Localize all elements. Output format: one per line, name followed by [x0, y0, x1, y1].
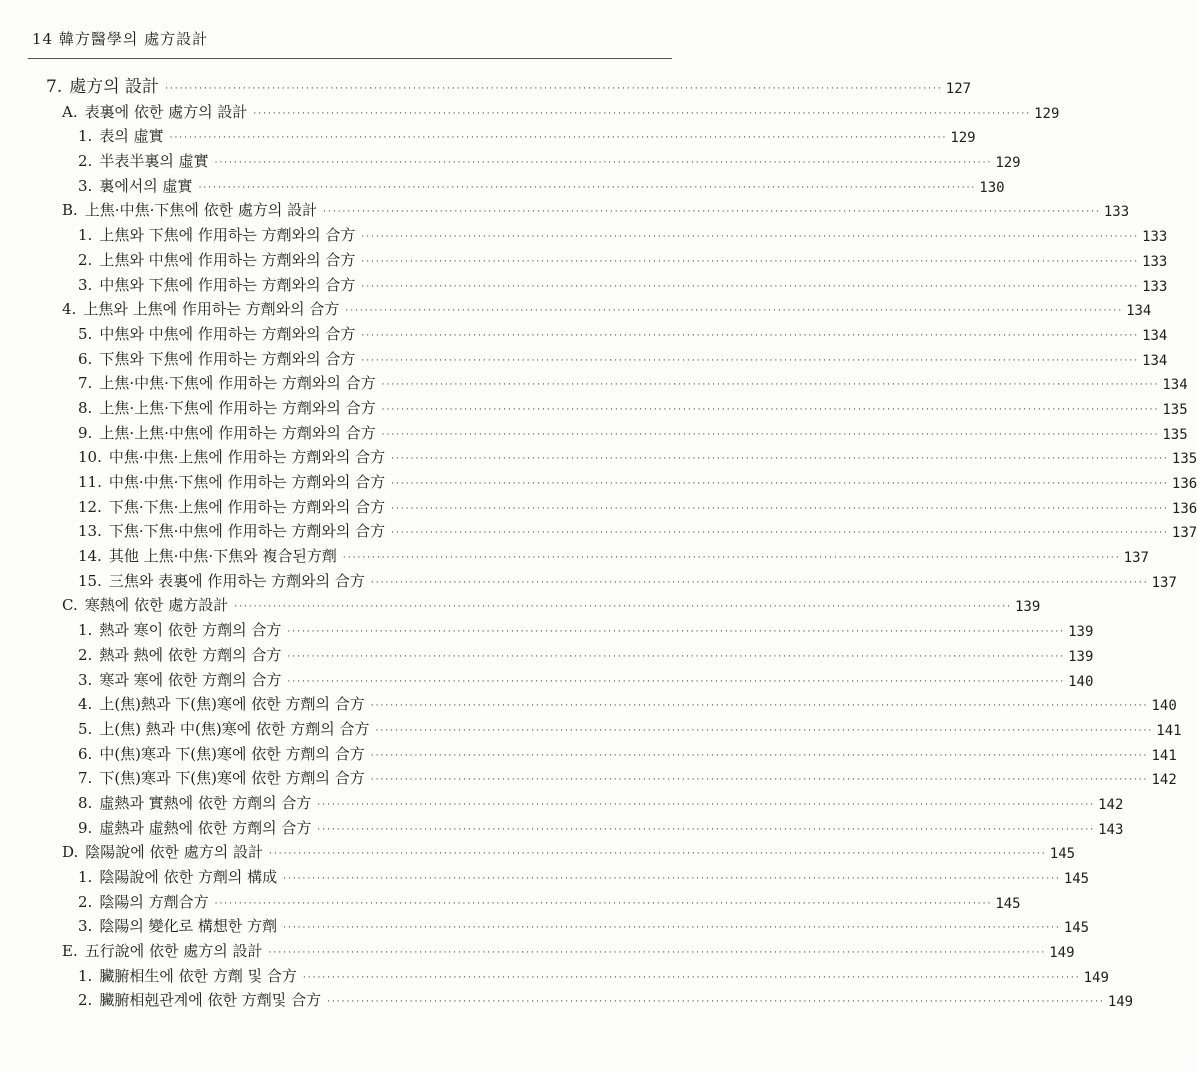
toc-entry-page: 140 — [1151, 698, 1177, 715]
toc-entry-label — [78, 866, 277, 887]
toc-entry-number: 6. — [78, 744, 93, 763]
toc-entry-page: 127 — [945, 81, 972, 97]
toc-entry — [0, 70, 972, 97]
toc-entry-number: 7. — [78, 769, 93, 788]
toc-entry-page: 135 — [1162, 426, 1188, 443]
toc-entry — [0, 196, 1130, 221]
toc-entry-title: 中焦와 中焦에 作用하는 方劑와의 合方 — [99, 324, 356, 343]
toc-entry — [0, 788, 1124, 813]
toc-entry-page: 141 — [1156, 722, 1182, 739]
dot-leader: ································································································································································ — [323, 207, 1101, 218]
dot-leader: ································································································································································ — [361, 256, 1140, 267]
toc-entry-label — [62, 940, 263, 961]
toc-entry-number: 2. — [78, 152, 93, 171]
toc-entry — [0, 813, 1124, 838]
toc-entry — [0, 492, 1197, 517]
toc-entry-label — [78, 224, 355, 245]
dot-leader: ································································································································································ — [391, 479, 1169, 489]
toc-entry-page: 136 — [1171, 500, 1197, 517]
toc-entry-page: 143 — [1098, 821, 1124, 838]
toc-entry-page: 149 — [1083, 969, 1109, 986]
toc-entry-page: 134 — [1142, 327, 1168, 344]
toc-entry-number: 4. — [78, 695, 93, 714]
toc-entry-number: 1. — [78, 226, 93, 245]
toc-entry-title: 處方의 設計 — [69, 77, 160, 97]
toc-entry-title: 上(焦)熱과 下(焦)寒에 依한 方劑의 合方 — [99, 695, 365, 714]
toc-entry-title: 中焦와 下焦에 作用하는 方劑와의 合方 — [99, 275, 356, 294]
dot-leader: ································································································································································ — [169, 133, 948, 144]
header-rule — [28, 58, 672, 59]
toc-entry-title: 寒과 寒에 依한 方劑의 合方 — [99, 670, 282, 689]
toc-entry-title: 臟腑相生에 依한 方劑 및 合方 — [99, 966, 297, 985]
toc-entry-page: 137 — [1171, 525, 1197, 542]
toc-entry — [0, 270, 1168, 295]
toc-entry-title: 裏에서의 虛實 — [99, 176, 193, 195]
toc-entry-label — [78, 150, 209, 171]
toc-entry-title: 熱과 寒이 依한 方劑의 合方 — [99, 621, 282, 640]
toc-entry-page: 137 — [1151, 574, 1177, 591]
toc-entry — [0, 295, 1152, 320]
dot-leader: ································································································································································ — [214, 158, 993, 169]
toc-entry-number: A. — [62, 102, 78, 121]
toc-entry — [0, 245, 1168, 270]
toc-entry-page: 142 — [1098, 796, 1124, 813]
toc-entry-number: 7. — [78, 374, 93, 393]
dot-leader: ································································································································································ — [361, 355, 1140, 366]
toc-entry-label — [78, 767, 365, 788]
toc-entry-label — [78, 915, 277, 936]
dot-leader: ································································································································································ — [370, 775, 1149, 786]
toc-entry — [0, 936, 1075, 962]
toc-entry — [0, 541, 1149, 567]
toc-entry-number: 14. — [78, 547, 102, 566]
toc-entry-page: 141 — [1151, 747, 1177, 764]
dot-leader: ································································································································································ — [361, 232, 1140, 243]
toc-entry-page: 140 — [1068, 673, 1094, 690]
toc-entry-number: 7. — [46, 77, 63, 97]
toc-entry-number: 8. — [78, 398, 93, 417]
toc-entry-title: 其他 上焦·中焦·下焦와 複合된方劑 — [108, 547, 337, 566]
dot-leader: ································································································································································ — [283, 923, 1061, 934]
dot-leader: ································································································································································ — [370, 750, 1149, 761]
dot-leader: ································································································································································ — [391, 454, 1169, 465]
toc-entry-number: 3. — [78, 917, 93, 936]
toc-entry-label — [78, 348, 355, 369]
toc-entry-page: 149 — [1107, 994, 1134, 1011]
toc-entry-page: 139 — [1014, 599, 1041, 616]
toc-entry — [0, 122, 976, 147]
dot-leader: ································································································································································ — [391, 503, 1169, 514]
dot-leader: ································································································································································ — [198, 182, 977, 193]
toc-entry — [0, 665, 1094, 690]
toc-entry-title: 陰陽說에 依한 處方의 設計 — [85, 843, 264, 862]
toc-entry-label — [78, 644, 281, 665]
toc-entry-page: 134 — [1142, 352, 1168, 369]
toc-entry-page: 145 — [1063, 871, 1090, 887]
toc-entry-page: 133 — [1142, 229, 1168, 246]
dot-leader: ································································································································································ — [234, 602, 1012, 613]
toc-entry-number: 9. — [78, 818, 93, 837]
dot-leader: ································································································································································ — [269, 849, 1047, 860]
toc-entry — [0, 319, 1168, 344]
toc-entry — [0, 146, 1021, 172]
toc-entry-page: 133 — [1103, 204, 1130, 221]
toc-entry-title: 臟腑相剋관계에 依한 方劑및 合方 — [99, 991, 322, 1010]
toc-entry-page: 136 — [1171, 476, 1197, 492]
toc-entry-title: 上焦·上焦·中焦에 作用하는 方劑와의 合方 — [99, 423, 376, 442]
toc-entry — [0, 690, 1177, 715]
toc-entry-number: D. — [62, 843, 79, 862]
dot-leader: ································································································································································ — [317, 824, 1096, 835]
toc-entry-title: 虛熱과 虛熱에 依한 方劑의 合方 — [99, 818, 312, 837]
toc-entry — [0, 986, 1134, 1011]
toc-entry — [0, 97, 1060, 122]
toc-entry-label — [62, 199, 317, 220]
toc-entry-label — [78, 891, 209, 912]
toc-entry-page: 129 — [995, 155, 1021, 172]
dot-leader: ································································································································································ — [287, 627, 1066, 638]
toc-entry — [0, 369, 1188, 394]
toc-entry-label — [78, 471, 385, 492]
toc-entry — [0, 220, 1168, 246]
toc-entry-number: 1. — [78, 127, 93, 146]
toc-entry-title: 上焦와 中焦에 作用하는 方劑와의 合方 — [99, 250, 356, 269]
dot-leader: ································································································································································ — [165, 84, 943, 94]
toc-entry-title: 五行說에 依한 處方의 設計 — [84, 942, 263, 961]
dot-leader: ································································································································································ — [381, 380, 1160, 391]
toc-entry-page: 133 — [1142, 253, 1168, 270]
toc-entry-page: 137 — [1123, 550, 1149, 567]
toc-entry-number: 3. — [78, 670, 93, 689]
toc-entry-title: 上焦·上焦·下焦에 作用하는 方劑와의 合方 — [99, 398, 376, 417]
toc-entry-label — [78, 718, 370, 739]
toc-entry-number: 12. — [78, 497, 102, 516]
toc-entry-title: 半表半裏의 虛實 — [99, 152, 209, 171]
toc-entry-title: 中(焦)寒과 下(焦)寒에 依한 方劑의 合方 — [99, 744, 365, 763]
toc-entry-number: 1. — [78, 621, 93, 640]
dot-leader: ································································································································································ — [375, 725, 1154, 736]
toc-entry — [0, 393, 1188, 418]
toc-entry-number: 1. — [78, 868, 93, 886]
toc-entry-label — [78, 743, 365, 764]
toc-entry-title: 熱과 熱에 依한 方劑의 合方 — [99, 645, 282, 664]
toc-entry-number: 2. — [78, 250, 93, 269]
toc-entry-title: 下焦·下焦·中焦에 作用하는 方劑와의 合方 — [108, 522, 386, 541]
dot-leader: ································································································································································ — [214, 898, 993, 909]
toc-entry-number: 3. — [78, 275, 93, 294]
toc-entry-label — [62, 101, 247, 122]
toc-entry-number: 11. — [78, 473, 102, 491]
toc-entry-number: 10. — [78, 448, 102, 467]
toc-entry-title: 下焦와 下焦에 作用하는 方劑와의 合方 — [99, 349, 356, 368]
dot-leader: ································································································································································ — [381, 429, 1160, 440]
toc-entry-page: 142 — [1151, 772, 1177, 789]
toc-entry — [0, 912, 1090, 937]
toc-entry — [0, 739, 1177, 764]
toc-entry — [0, 764, 1177, 789]
toc-entry-label — [78, 274, 355, 295]
toc-entry-page: 139 — [1068, 648, 1094, 665]
toc-entry — [0, 171, 1005, 196]
toc-entry-page: 135 — [1171, 451, 1197, 468]
toc-entry-label — [78, 545, 337, 566]
dot-leader: ································································································································································ — [302, 972, 1081, 983]
toc-entry-title: 陰陽說에 依한 方劑의 構成 — [99, 868, 278, 886]
toc-entry-title: 上焦·中焦·下焦에 作用하는 方劑와의 合方 — [99, 374, 376, 393]
toc-entry-number: 6. — [78, 349, 93, 368]
toc-entry-page: 145 — [1049, 846, 1076, 863]
toc-entry — [0, 862, 1090, 887]
toc-entry-title: 下焦·下焦·上焦에 作用하는 方劑와의 合方 — [108, 497, 386, 516]
toc-entry-number: 9. — [78, 423, 93, 442]
toc-entry — [0, 615, 1094, 641]
toc-entry-title: 中焦·中焦·下焦에 作用하는 方劑와의 合方 — [108, 473, 386, 491]
toc-entry-label — [78, 175, 193, 196]
dot-leader: ································································································································································ — [370, 577, 1149, 588]
toc-entry-label — [78, 125, 164, 146]
toc-entry-page: 129 — [950, 130, 976, 147]
toc-entry-number: 5. — [78, 324, 93, 343]
toc-entry-title: 陰陽의 變化로 構想한 方劑 — [99, 917, 278, 936]
toc-entry-label — [78, 570, 365, 591]
dot-leader: ································································································································································ — [327, 997, 1105, 1008]
dot-leader: ································································································································································ — [317, 799, 1096, 810]
toc-entry-title: 上焦와 下焦에 作用하는 方劑와의 合方 — [99, 226, 356, 245]
toc-entry-number: B. — [62, 201, 78, 220]
toc-entry-number: 4. — [62, 300, 77, 319]
toc-entry-label — [78, 817, 311, 838]
toc-entry-title: 表裏에 依한 處方의 設計 — [84, 102, 248, 121]
toc-entry — [0, 961, 1109, 986]
toc-entry-label — [78, 965, 297, 986]
toc-entry-title: 三焦와 表裏에 作用하는 方劑와의 合方 — [108, 571, 365, 590]
toc-entry-label — [62, 594, 228, 615]
toc-entry-page: 149 — [1049, 945, 1075, 962]
toc-entry-number: 3. — [78, 176, 93, 195]
dot-leader: ································································································································································ — [361, 330, 1140, 341]
toc-entry — [0, 467, 1197, 492]
toc-entry — [0, 714, 1182, 739]
toc-entry-page: 134 — [1162, 377, 1188, 394]
toc-entry-label — [78, 619, 281, 640]
toc-entry-number: 13. — [78, 522, 102, 541]
toc-entry-page: 135 — [1162, 401, 1188, 418]
dot-leader: ································································································································································ — [370, 701, 1149, 712]
toc-entry-number: E. — [62, 942, 78, 961]
toc-entry-label — [62, 298, 339, 319]
toc-entry — [0, 443, 1197, 468]
toc-entry-number: 8. — [78, 793, 93, 812]
toc-entry-title: 寒熱에 依한 處方設計 — [84, 596, 229, 615]
toc-entry — [0, 517, 1197, 542]
toc-entry-label — [46, 72, 159, 97]
dot-leader: ································································································································································ — [391, 528, 1169, 539]
toc-entry-number: 2. — [78, 991, 93, 1010]
toc-entry-title: 下(焦)寒과 下(焦)寒에 依한 方劑의 合方 — [99, 769, 365, 788]
toc-entry-title: 中焦·中焦·上焦에 作用하는 方劑와의 合方 — [108, 448, 386, 467]
toc-entry-label — [78, 397, 376, 418]
running-head: 14 韓方醫學의 處方設計 — [32, 30, 209, 48]
toc-entry-label — [78, 372, 376, 393]
toc-entry-label — [78, 496, 385, 517]
toc-entry-label — [62, 841, 263, 862]
toc-entry-page: 145 — [1063, 920, 1090, 937]
toc-entry-page: 129 — [1034, 105, 1060, 122]
toc-entry-number: 5. — [78, 719, 93, 738]
dot-leader: ································································································································································ — [287, 676, 1066, 687]
toc-entry-number: 2. — [78, 892, 93, 911]
toc-entry-page: 145 — [995, 895, 1021, 912]
toc-entry-title: 上焦·中焦·下焦에 依한 處方의 設計 — [84, 201, 318, 220]
toc-entry-number: 15. — [78, 571, 102, 590]
toc-entry-label — [78, 693, 365, 714]
toc-entry-page: 139 — [1068, 624, 1094, 641]
toc-entry-title: 表의 虛實 — [99, 127, 164, 146]
dot-leader: ································································································································································ — [342, 553, 1121, 564]
dot-leader: ································································································································································ — [268, 948, 1047, 959]
toc-entry-label — [78, 323, 355, 344]
toc-entry — [0, 566, 1177, 591]
toc-entry — [0, 344, 1168, 369]
dot-leader: ································································································································································ — [253, 108, 1032, 119]
toc-entry — [0, 838, 1076, 863]
dot-leader: ································································································································································ — [361, 281, 1140, 292]
toc-entry-label — [78, 520, 385, 541]
toc-entry-title: 上焦와 上焦에 作用하는 方劑와의 合方 — [83, 300, 340, 319]
dot-leader: ································································································································································ — [283, 874, 1061, 884]
toc-entry — [0, 640, 1094, 665]
dot-leader: ································································································································································ — [381, 404, 1160, 415]
toc-entry — [0, 418, 1188, 443]
toc-entry-label — [78, 669, 281, 690]
toc-entry-title: 上(焦) 熱과 中(焦)寒에 依한 方劑의 合方 — [99, 719, 370, 738]
toc-entry-page: 133 — [1142, 278, 1168, 295]
toc-entry-label — [78, 422, 376, 443]
toc-entry-page: 130 — [979, 179, 1005, 196]
toc-entry — [0, 591, 1041, 616]
toc-entry-page: 134 — [1126, 303, 1152, 320]
dot-leader: ································································································································································ — [345, 306, 1124, 317]
toc-entry-title: 虛熱과 實熱에 依한 方劑의 合方 — [99, 793, 312, 812]
toc-list — [0, 70, 1197, 1011]
dot-leader: ································································································································································ — [287, 651, 1066, 662]
toc-entry-label — [78, 249, 355, 270]
toc-entry-label — [78, 792, 311, 813]
toc-entry — [0, 887, 1021, 912]
toc-entry-number: C. — [62, 596, 78, 615]
toc-entry-label — [78, 989, 321, 1010]
toc-entry-number: 2. — [78, 645, 93, 664]
toc-entry-number: 1. — [78, 966, 93, 985]
toc-entry-label — [78, 446, 385, 467]
toc-entry-title: 陰陽의 方劑合方 — [99, 892, 209, 911]
